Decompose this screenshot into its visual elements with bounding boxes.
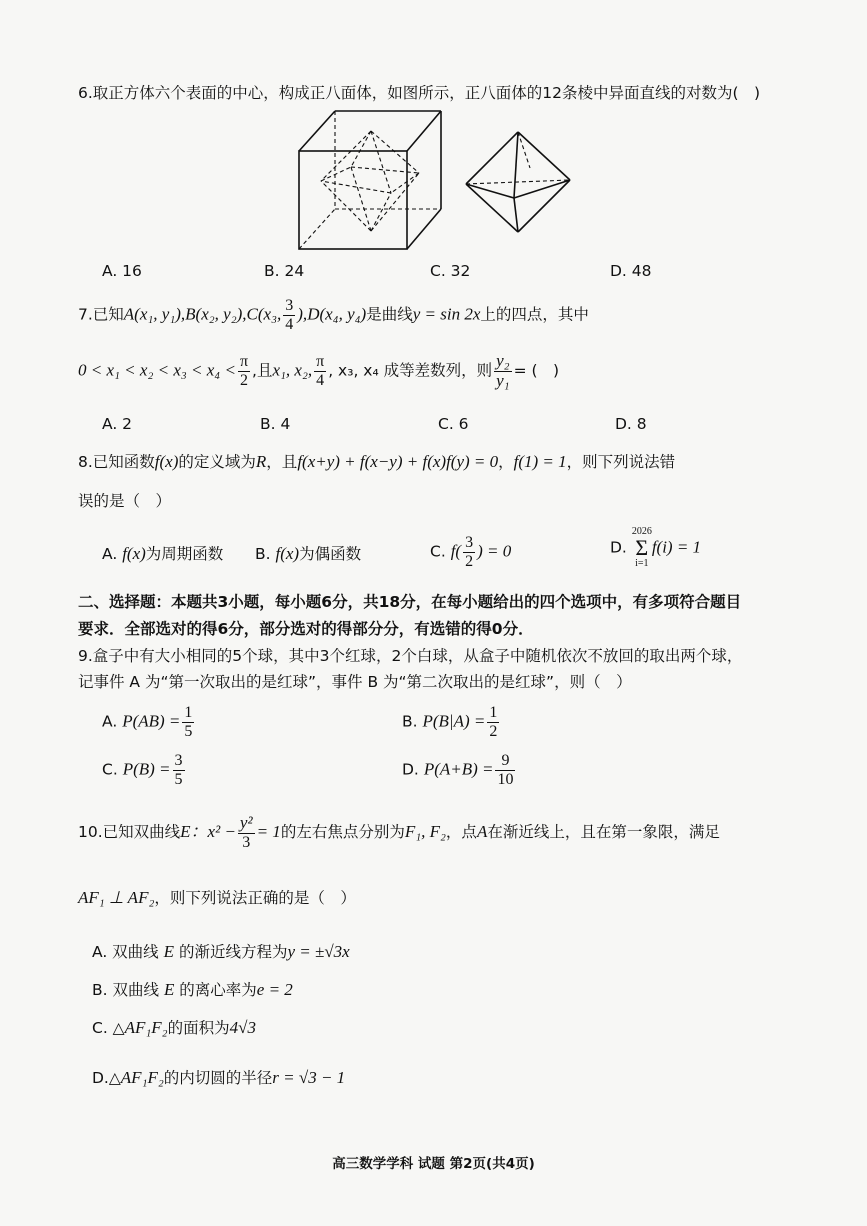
q8-stem-c: ，且 — [266, 453, 298, 471]
q7-cond-a: 0 < x₁ < x₂ < x₃ < x₄ < — [78, 360, 236, 380]
q7-line1 — [78, 297, 589, 333]
frac-pi-half: $\frac{\pi}{2}$ — [239, 353, 249, 389]
q9-option-b: B. P(B|A) = $\frac{1}{2}$ — [402, 704, 498, 740]
q9-option-a: A. P(AB) = $\frac{1}{5}$ — [102, 704, 193, 740]
q8-option-d: D. 2026 Σ i=1 f(i) = 1 — [610, 526, 702, 569]
q8-line2: 误的是（ ） — [78, 492, 172, 510]
q8-stem-d: ， — [498, 453, 514, 471]
q8-stem-b: 的定义域为 — [178, 453, 256, 471]
q7-option-b: B. 4 — [260, 415, 291, 433]
q10-line1: 10.已知双曲线E：x² − $\frac{\text{y²}}{3}$ = 1的左右焦点分别为F₁, F₂，点A在渐近线上，且在第一象限，满足 — [78, 813, 720, 851]
section2-line1: 二、选择题：本题共3小题，每小题6分，共18分，在每小题给出的四个选项中，有多项符合题目 — [78, 593, 742, 611]
q7-cond-e: = ( ) — [513, 361, 560, 380]
q6-option-d: D. 48 — [610, 262, 652, 280]
q6-stem: 6.取正方体六个表面的中心，构成正八面体，如图所示，正八面体的12条棱中异面直线的对数为( ) — [78, 84, 761, 102]
q8-f1: f(1) = 1 — [513, 452, 567, 471]
q6-option-a: A. 16 — [102, 262, 142, 280]
frac-y2-y1: $\frac{\text{y₂}}{\text{y₁}}$ — [496, 351, 510, 390]
point-b: B(x₂, y₂), — [185, 304, 247, 324]
q7-cond-c: x₁, x₂, — [272, 360, 313, 380]
q10-option-d: D.△AF₁F₂的内切圆的半径r = √3 − 1 — [92, 1068, 346, 1087]
q10-option-c: C. △AF₁F₂的面积为4√3 — [92, 1018, 256, 1037]
q7-cond-d: , x₃, x₄ 成等差数列，则 — [328, 361, 493, 380]
q8-option-c: C. f( $\frac{3}{2}$ ) = 0 — [430, 534, 512, 570]
q8-stem-a: 8.已知函数 — [78, 453, 155, 471]
point-d: D(x₄, y₄) — [307, 304, 367, 324]
q7-stem-a: 7.已知 — [78, 305, 124, 324]
page-footer: 高三数学学科 试题 第2页(共4页) — [332, 1156, 535, 1172]
q7-cond-b: ,且 — [252, 361, 273, 380]
summation-symbol: 2026 Σ i=1 — [631, 526, 652, 569]
frac-three-quarters: $\frac{3}{4}$ — [285, 297, 294, 333]
point-c: C(x₃, — [246, 304, 282, 324]
octahedron-figure — [462, 128, 574, 236]
q8-line1 — [78, 452, 675, 472]
q6-option-b: B. 24 — [264, 262, 305, 280]
cube-octahedron-figure — [295, 105, 445, 253]
q7-line2 — [78, 352, 559, 390]
q8-option-b: B. f(x)为偶函数 — [255, 544, 362, 563]
q6-option-c: C. 32 — [430, 262, 471, 280]
q9-option-d: D. P(A+B) = $\frac{9}{10}$ — [402, 752, 514, 788]
q9-line2: 记事件 A 为“第一次取出的是红球”，事件 B 为“第二次取出的是红球”，则（ ） — [78, 673, 632, 691]
q10-line2: AF₁ ⊥ AF₂，则下列说法正确的是（ ） — [78, 888, 356, 907]
q9-line1: 9.盒子中有大小相同的5个球，其中3个红球，2个白球，从盒子中随机依次不放回的取出两个球， — [78, 647, 743, 665]
q10-option-b: B. 双曲线 E 的离心率为e = 2 — [92, 980, 293, 999]
section2-line2: 要求．全部选对的得6分，部分选对的得部分分，有选错的得0分． — [78, 620, 534, 638]
q8-stem-e: ，则下列说法错 — [566, 453, 676, 471]
q7-curve: y = sin 2x — [412, 304, 481, 324]
q8-fx: f(x) — [154, 452, 179, 471]
q7-option-c: C. 6 — [438, 415, 469, 433]
q7-stem-c: 上的四点，其中 — [480, 305, 589, 324]
q7-option-d: D. 8 — [615, 415, 647, 433]
q8-eq: f(x+y) + f(x−y) + f(x)f(y) = 0 — [297, 452, 499, 471]
point-a: A(x₁, y₁), — [123, 304, 186, 324]
q8-r: R — [255, 452, 267, 471]
q7-option-a: A. 2 — [102, 415, 133, 433]
q9-option-c: C. P(B) = $\frac{3}{5}$ — [102, 752, 183, 788]
point-c-end: ), — [297, 304, 308, 324]
q10-option-a: A. 双曲线 E 的渐近线方程为y = ±√3x — [92, 942, 350, 961]
q8-option-a: A. f(x)为周期函数 — [102, 544, 224, 563]
q7-stem-b: 是曲线 — [366, 305, 413, 324]
frac-pi-quarter: $\frac{\pi}{4}$ — [316, 353, 325, 389]
